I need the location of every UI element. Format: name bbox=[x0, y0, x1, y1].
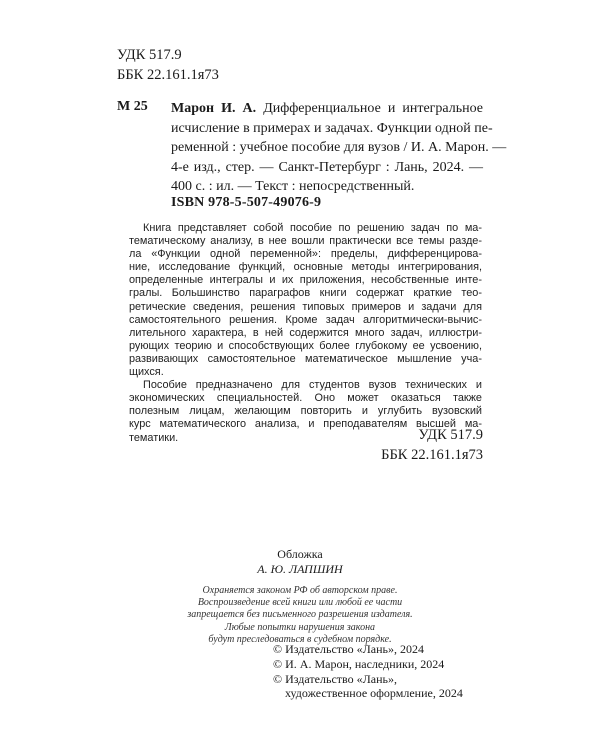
cover-credit bbox=[0, 547, 600, 577]
annotation-line: тематическому анализу, в нее вошли практически все темы разде- bbox=[129, 235, 482, 248]
bibliographic-record bbox=[171, 99, 507, 197]
copyright-notice bbox=[0, 585, 600, 646]
annotation-line: Пособие предназначено для студентов вузов технических и bbox=[143, 379, 482, 392]
credit-line: © Издательство «Лань», bbox=[273, 671, 397, 686]
credit-line: © Издательство «Лань», 2024 bbox=[273, 642, 424, 656]
annotation-line: самостоятельного решения. Кроме задач алгоритмически-вычис- bbox=[129, 313, 482, 326]
udk-code-bottom: УДК 517.9 bbox=[418, 427, 483, 443]
annotation-line: рующих теорию и способствующих более глубокому ее усвоению, bbox=[129, 339, 482, 352]
credit-line: художественное оформление, 2024 bbox=[285, 686, 463, 701]
isbn: ISBN 978-5-507-49076-9 bbox=[171, 195, 322, 210]
author-code: М 25 bbox=[117, 99, 148, 114]
annotation-line: определенные интегралы и их приложения, несобственные инте- bbox=[129, 274, 482, 287]
copyright-credits bbox=[273, 642, 463, 701]
cover-label: Обложка bbox=[277, 547, 323, 561]
annotation-paragraph-1 bbox=[129, 222, 482, 379]
classification-codes-bottom bbox=[381, 425, 483, 465]
annotation bbox=[129, 222, 482, 445]
annotation-line: лительного характера, в ней содержится много задач, иллюстри- bbox=[129, 326, 482, 339]
annotation-line: Книга представляет собой пособие по решению задач по ма- bbox=[143, 222, 482, 234]
annotation-line: щихся. bbox=[129, 366, 164, 379]
annotation-line: тематики. bbox=[129, 431, 179, 444]
classification-codes-top bbox=[117, 45, 219, 85]
annotation-line: ние, исследование функций, основные методы интегрирования, bbox=[129, 261, 482, 274]
notice-line: запрещается без письменного разрешения издателя. bbox=[187, 609, 413, 621]
annotation-line: ла «Функции одной переменной»: пределы, дифференцирова- bbox=[129, 248, 482, 261]
annotation-line: ретические сведения, решения типовых примеров и задачи для bbox=[129, 300, 482, 313]
udk-code: УДК 517.9 bbox=[117, 47, 182, 63]
cover-designer: А. Ю. ЛАПШИН bbox=[257, 562, 343, 576]
annotation-line: экономических специальностей. Оно может оказаться также bbox=[129, 392, 482, 405]
notice-line: Любые попытки нарушения закона bbox=[224, 621, 376, 633]
biblio-line-5: 400 с. : ил. — Текст : непосредственный. bbox=[171, 179, 415, 195]
annotation-line: гралы. Большинство параграфов книги содержат краткие тео- bbox=[129, 287, 482, 300]
credit-line: © И. А. Марон, наследники, 2024 bbox=[273, 656, 445, 671]
biblio-line-3: ременной : учебное пособие для вузов / И. А. Марон. — bbox=[171, 140, 507, 156]
notice-line: Воспроизведение всей книги или любой ее части bbox=[197, 597, 403, 609]
biblio-line-1: Марон И. А. Дифференциальное и интегральное bbox=[171, 101, 484, 116]
bbk-code-bottom: ББК 22.161.1я73 bbox=[381, 447, 483, 463]
annotation-line: полезным лицам, желающим повторить и углубить вузовский bbox=[129, 405, 482, 418]
notice-line: будут преследоваться в судебном порядке. bbox=[208, 633, 392, 645]
biblio-line-4: 4-е изд., стер. — Санкт-Петербург : Лань, 2024. — bbox=[171, 159, 483, 175]
bbk-code: ББК 22.161.1я73 bbox=[117, 67, 219, 83]
biblio-line-2: исчисление в примерах и задачах. Функции одной пе- bbox=[171, 120, 493, 136]
annotation-line: развивающих самостоятельное математическое мышление уча- bbox=[129, 352, 482, 365]
author-heading: Марон И. А. bbox=[171, 101, 257, 116]
annotation-line: курс математического анализа, и преподавателям высшей ма- bbox=[129, 418, 482, 431]
notice-line: Охраняется законом РФ об авторском праве. bbox=[202, 585, 398, 596]
